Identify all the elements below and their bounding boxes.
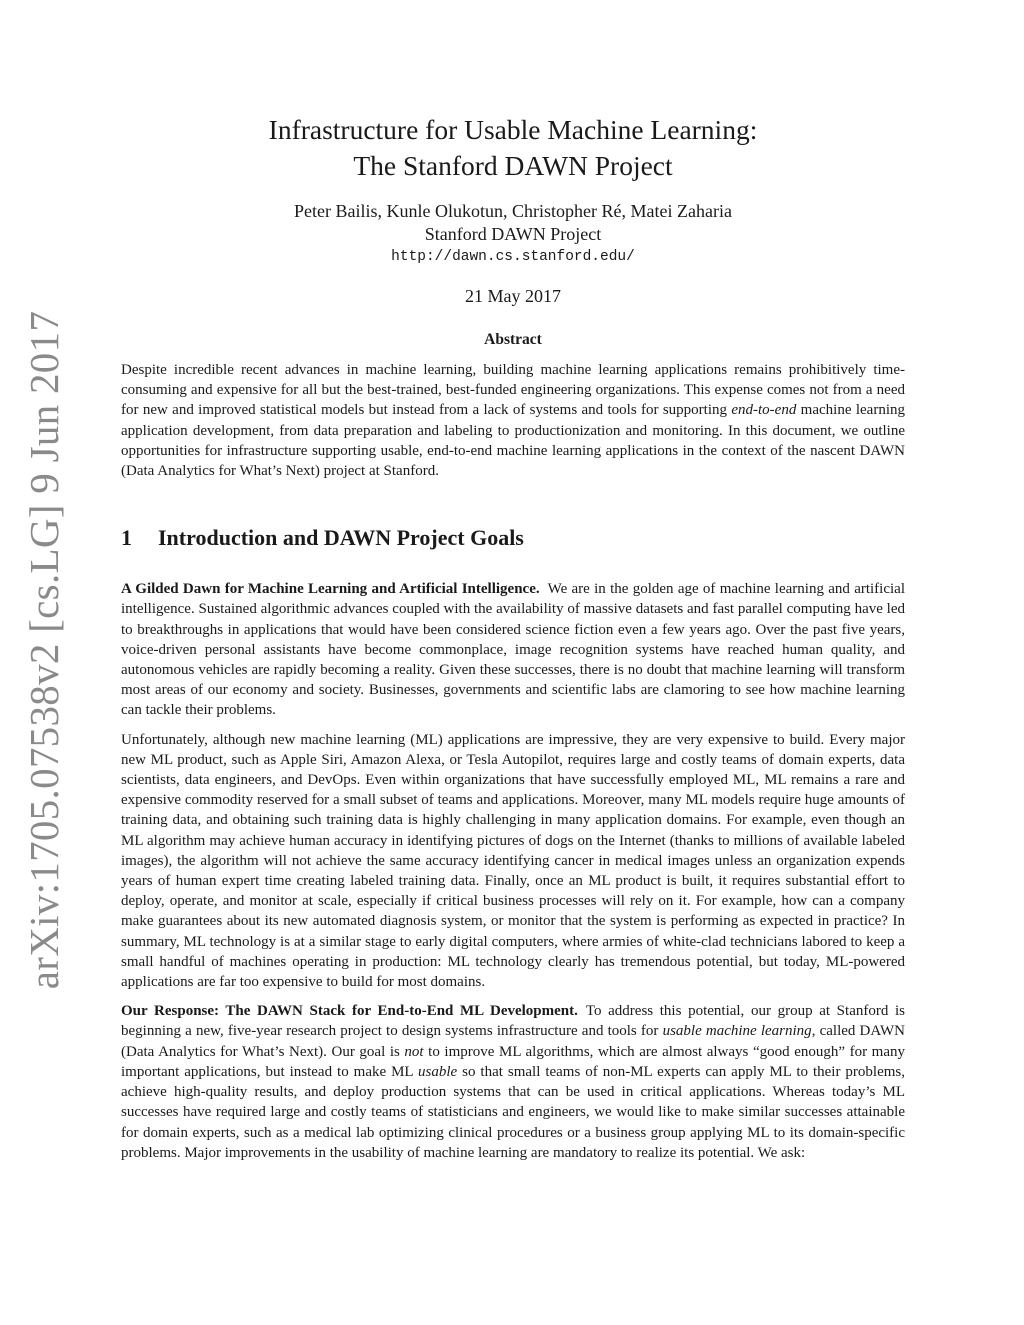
abstract-text-part-2: machine learning application development, from data preparation and labeling to productionization and monitoring. In this document, we outline opportunities for infrastructure supporting usable, end-to-end machine learning applications in the context of the nascent DAWN (Data Analytics for What’s Next) project at Stanford. (121, 402, 905, 480)
author-block (121, 200, 905, 246)
title-line-2: The Stanford DAWN Project (353, 150, 673, 181)
section-number: 1 (121, 525, 132, 551)
abstract-text-part-1: Despite incredible recent advances in machine learning, building machine learning applications remains prohibitively time-consuming and expensive for all but the best-trained, best-funded engineering organizations. This expense comes not from a need for new and improved statistical models but instead from a lack of systems and tools for supporting (121, 362, 905, 419)
paragraph-heading: A Gilded Dawn for Machine Learning and Artificial Intelligence. (121, 581, 540, 598)
paragraph-text-1: To address this potential, our group at Stanford is beginning a new, five-year research project to design systems infrastructure and tools for (121, 1003, 905, 1040)
title-line-1: Infrastructure for Usable Machine Learning: (268, 114, 758, 145)
project-url[interactable]: http://dawn.cs.stanford.edu/ (391, 249, 635, 265)
paper-page (121, 112, 905, 1163)
arxiv-stamp: arXiv:1705.07538v2 [cs.LG] 9 Jun 2017 (21, 310, 67, 990)
emphasis-usable-ml: usable machine learning (662, 1023, 812, 1040)
paper-title (121, 112, 905, 184)
publication-date: 21 May 2017 (465, 286, 561, 306)
paragraph-our-response (121, 1001, 905, 1163)
section-title: Introduction and DAWN Project Goals (158, 525, 524, 551)
paragraph-unfortunately: Unfortunately, although new machine learning (ML) applications are impressive, they are very expensive to build. Every major new ML product, such as Apple Siri, Amazon Alexa, or Tesla Autopilot, requires large and costly teams of domain experts, data scientists, data engineers, and DevOps. Even within organizations that have successfully employed ML, ML remains a rare and expensive commodity reserved for a small subset of teams and applications. Moreover, many ML models require huge amounts of training data, and obtaining such training data is highly challenging in many application domains. For example, even though an ML algorithm may achieve human accuracy in identifying pictures of dogs on the Internet (thanks to millions of available labeled images), the algorithm will not achieve the same accuracy identifying cancer in medical images unless an organization expends years of human expert time creating labeled training data. Finally, once an ML product is built, it requires substantial effort to deploy, operate, and monitor at scale, especially if critical business processes will rely on it. For example, how can a company make guarantees about its new automated diagnosis system, or monitor that the system is performing as expected in practice? In summary, ML technology is at a similar stage to early digital computers, where armies of white-clad technicians labored to keep a small handful of machines operating in production: ML technology clearly has tremendous potential, but today, ML-powered applications are far too expensive to build for most domains. (121, 731, 905, 991)
paragraph-gilded-dawn (121, 579, 905, 720)
abstract-heading: Abstract (484, 331, 542, 348)
paragraph-heading: Our Response: The DAWN Stack for End-to-End ML Development. (121, 1003, 578, 1020)
paragraph-text-2: , called DAWN (Data Analytics for What’s Next). Our goal is (121, 1023, 906, 1060)
abstract-text (121, 360, 905, 481)
section-heading (121, 524, 905, 552)
paragraph-text-4: so that small teams of non-ML experts can apply ML to their problems, achieve high-quality results, and deploy production systems that can be used in critical applications. Whereas today’s ML successes have required large and costly teams of statisticians and engineers, we would like to make similar successes attainable for domain experts, such as a medical lab optimizing clinical procedures or a business group applying ML to its domain-specific problems. Major improvements in the usability of machine learning are mandatory to realize its potential. We ask: (121, 1063, 905, 1161)
emphasis-not: not (404, 1043, 424, 1060)
author-list: Peter Bailis, Kunle Olukotun, Christopher Ré, Matei Zaharia (294, 201, 732, 221)
emphasis-usable: usable (418, 1063, 458, 1080)
affiliation: Stanford DAWN Project (424, 224, 602, 244)
paragraph-text-3: to improve ML algorithms, which are almost always “good enough” for many important applications, but instead to make ML (121, 1043, 905, 1080)
abstract-emphasis: end-to-end (731, 402, 797, 419)
paragraph-text: We are in the golden age of machine learning and artificial intelligence. Sustained algorithmic advances coupled with the availability of massive datasets and fast parallel computing have led to breakthroughs in applications that would have been considered science fiction even a few years ago. Over the past five years, voice-driven personal assistants have become commonplace, image recognition systems have reached human quality, and autonomous vehicles are rapidly becoming a reality. Given these successes, there is no doubt that machine learning will transform most areas of our economy and society. Businesses, governments and scientific labs are clamoring to see how machine learning can tackle their problems. (121, 581, 905, 719)
